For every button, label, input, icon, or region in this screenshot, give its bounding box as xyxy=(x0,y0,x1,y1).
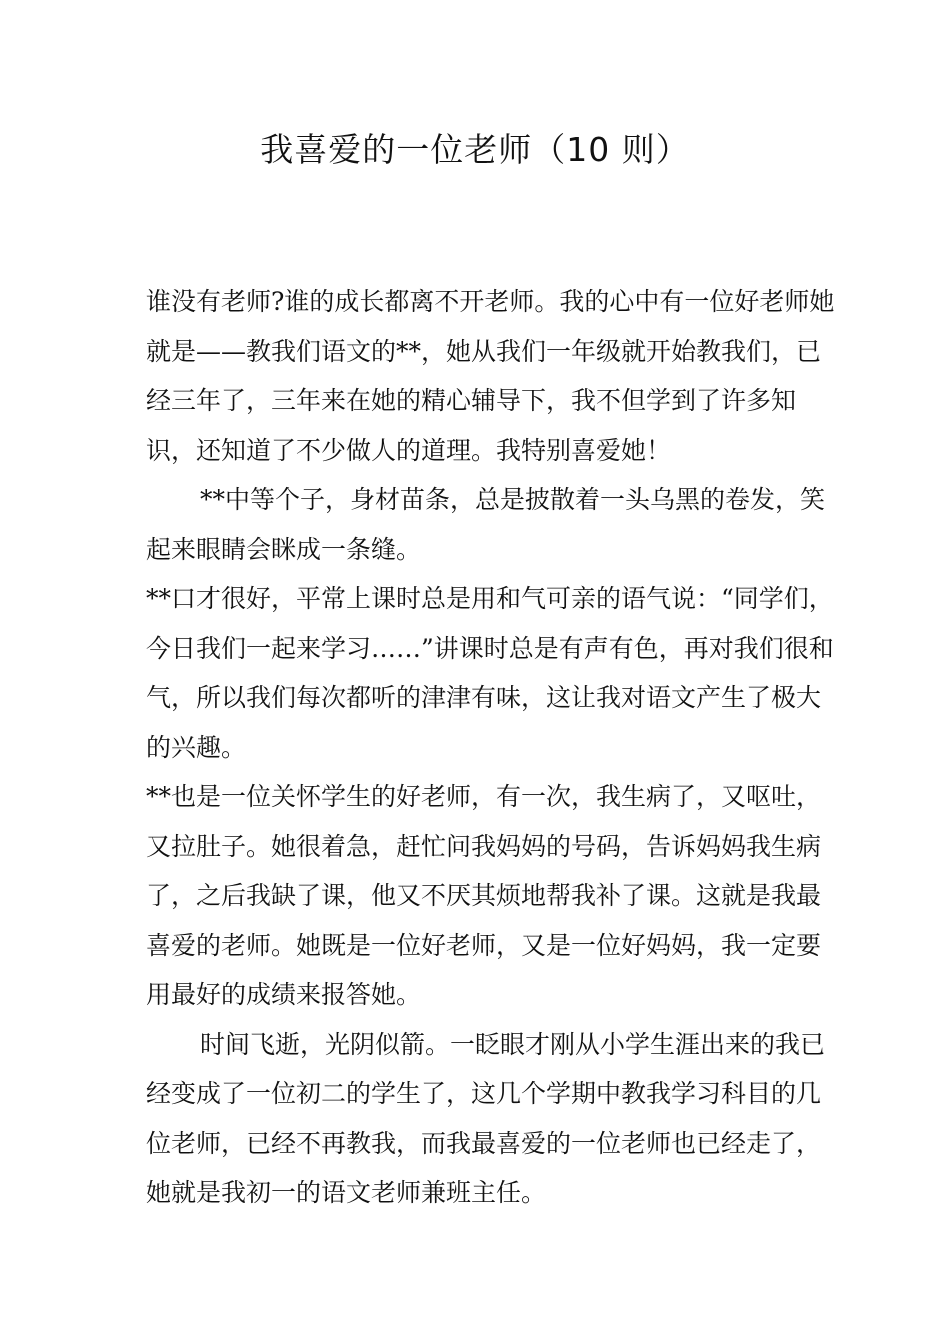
paragraph-3: **口才很好，平常上课时总是用和气可亲的语气说：“同学们，今日我们一起来学习……”讲课时总是有声有色，再对我们很和气，所以我们每次都听的津津有味，这让我对语文产生了极大的兴趣。 xyxy=(146,584,834,762)
document-title: 我喜爱的一位老师（10 则） xyxy=(260,130,690,169)
paragraph-4: **也是一位关怀学生的好老师，有一次，我生病了，又呕吐，又拉肚子。她很着急，赶忙问我妈妈的号码，告诉妈妈我生病了，之后我缺了课，他又不厌其烦地帮我补了课。这就是我最喜爱的老师。她既是一位好老师，又是一位好妈妈，我一定要用最好的成绩来报答她。 xyxy=(146,782,822,1009)
paragraph-1: 谁没有老师?谁的成长都离不开老师。我的心中有一位好老师她就是——教我们语文的**，她从我们一年级就开始教我们，已经三年了，三年来在她的精心辅导下，我不但学到了许多知识，还知道了不少做人的道理。我特别喜爱她！ xyxy=(146,287,835,465)
paragraph-5: 时间飞逝，光阴似箭。一眨眼才刚从小学生涯出来的我已经变成了一位初二的学生了，这几个学期中教我学习科目的几位老师，已经不再教我，而我最喜爱的一位老师也已经走了，她就是我初一的语文老师兼班主任。 xyxy=(146,1029,826,1207)
paragraph-2: **中等个子，身材苗条，总是披散着一头乌黑的卷发，笑起来眼睛会眯成一条缝。 xyxy=(146,485,826,564)
document-body xyxy=(146,277,836,1218)
